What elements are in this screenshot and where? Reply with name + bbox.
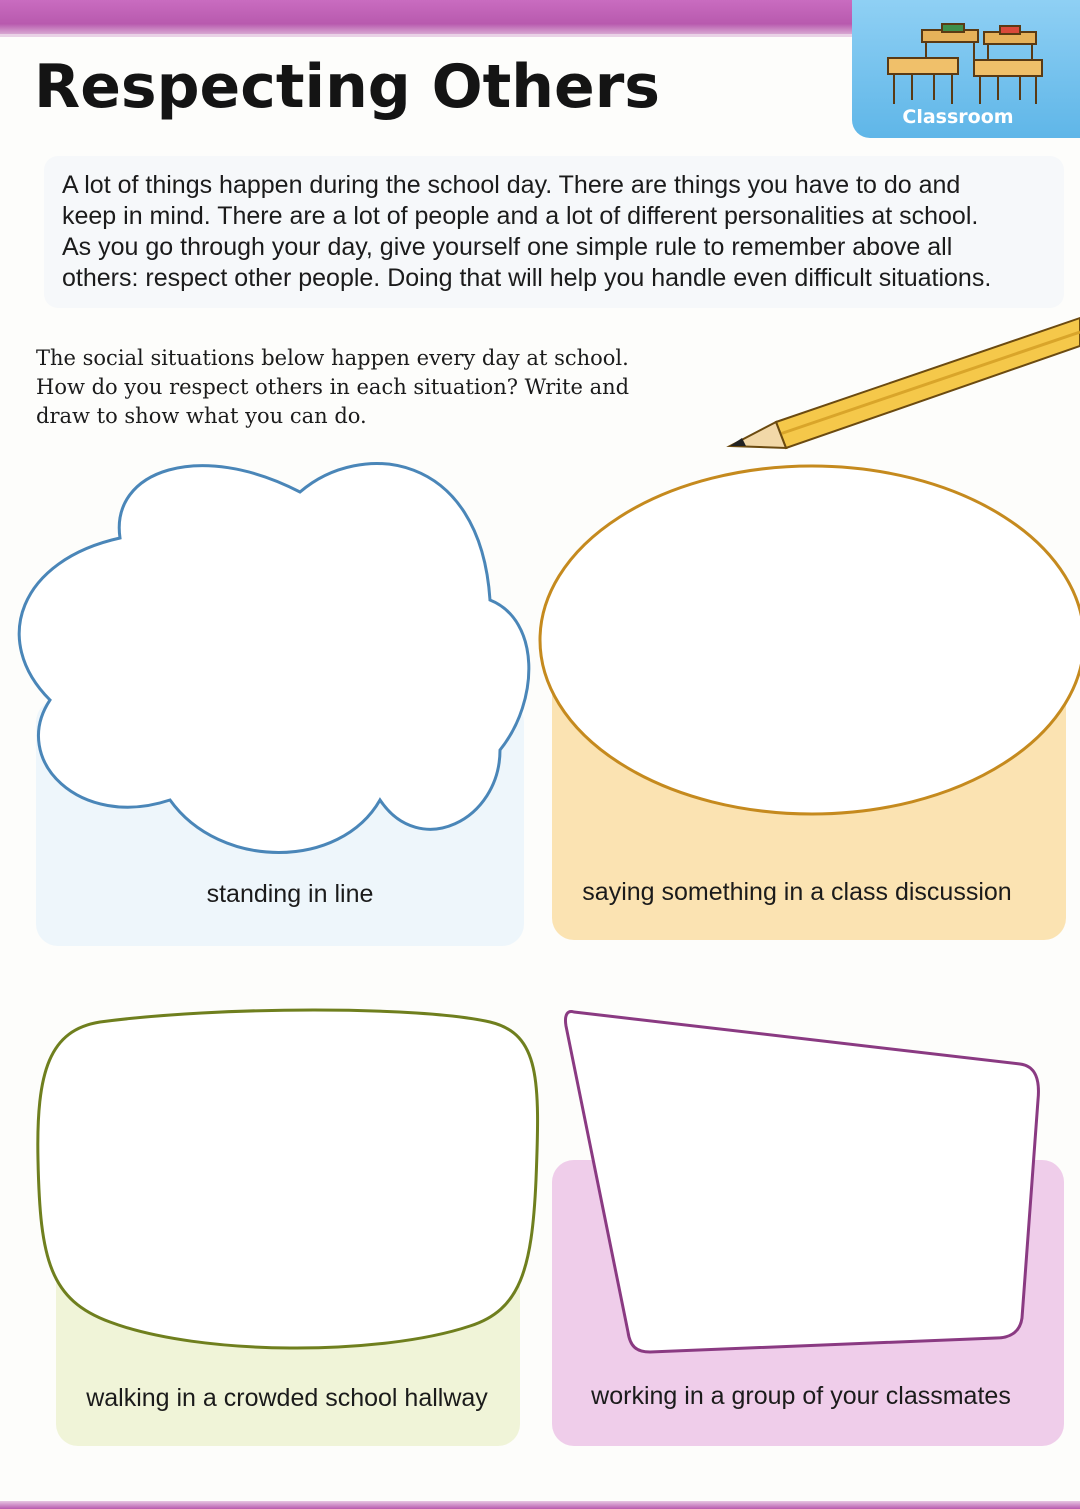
intro-line: keep in mind. There are a lot of people and a lot of different personalities at school.	[62, 202, 979, 230]
intro-line: A lot of things happen during the school day. There are things you have to do and	[62, 171, 961, 199]
pencil-illustration	[0, 0, 1080, 460]
instruction-line: The social situations below happen every day at school.	[36, 346, 629, 370]
caption-standing-in-line: standing in line	[206, 880, 374, 908]
intro-line: As you go through your day, give yourself one simple rule to remember above all	[62, 233, 953, 261]
page-title: Respecting Others	[34, 52, 661, 122]
caption-hallway: walking in a crowded school hallway	[86, 1384, 488, 1412]
caption-group-work: working in a group of your classmates	[591, 1382, 1011, 1410]
panel-standing-in-line-bg	[36, 700, 524, 946]
instruction-line: How do you respect others in each situation? Write and	[36, 375, 630, 399]
badge-label: Classroom	[902, 106, 1014, 128]
caption-class-discussion: saying something in a class discussion	[582, 878, 1012, 906]
bottom-decorative-band	[0, 1501, 1080, 1509]
instruction-line: draw to show what you can do.	[36, 404, 367, 428]
intro-line: others: respect other people. Doing that will help you handle even difficult situations.	[62, 264, 992, 292]
